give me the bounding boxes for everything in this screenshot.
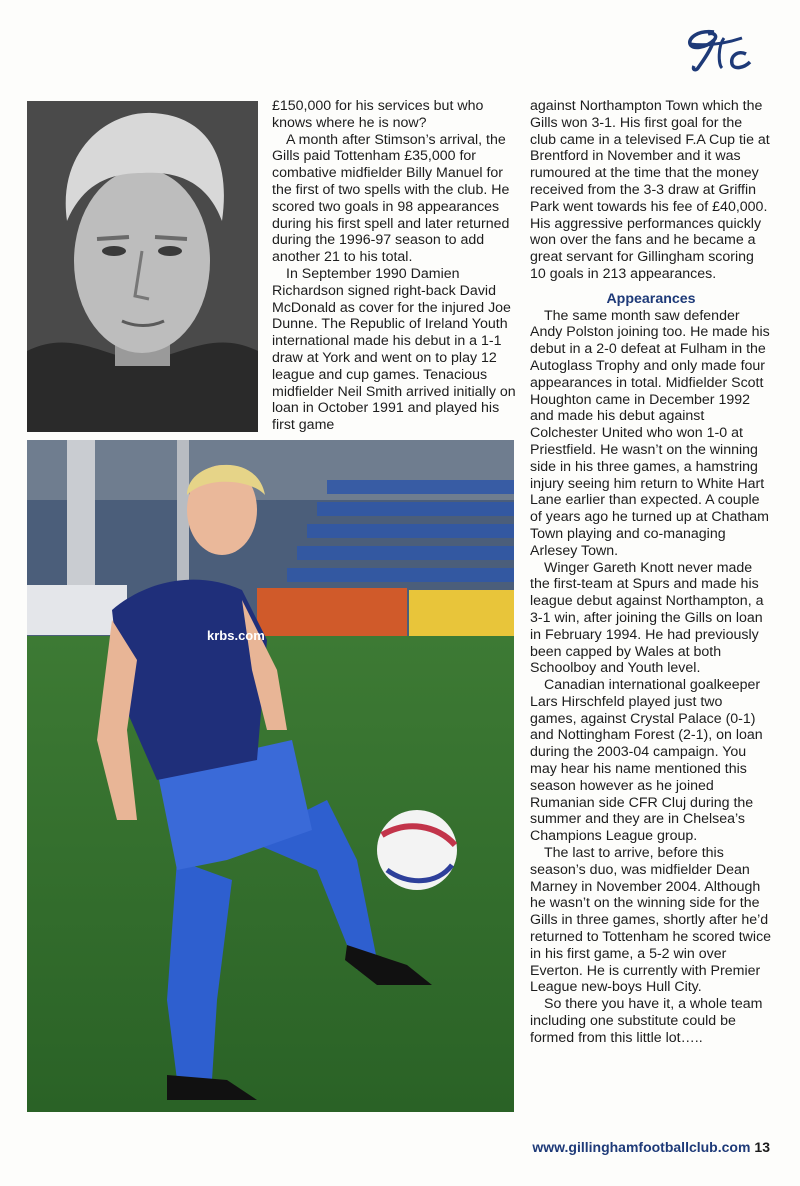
- paragraph: In September 1990 Damien Richardson signed right-back David McDonald as cover for the injured Joe Dunne. The Republic of Ireland Youth international made his debut in a 1-1 draw at York and went on to play 12 league and cup games. Tenacious midfielder Neil Smith arrived initially on loan in October 1991 and played his first game: [272, 265, 516, 434]
- paragraph: £150,000 for his services but who knows where he is now?: [272, 98, 484, 131]
- paragraph: Winger Gareth Knott never made the first-team at Spurs and made his league debut against Northampton, a 3-1 win, after joining the Gills on loan in February 1994. He had previously been capped by Wales at both Schoolboy and Youth level.: [530, 559, 764, 677]
- paragraph: against Northampton Town which the Gills won 3-1. His first goal for the club came in a televised F.A Cup tie at Brentford in November and it was rumoured at the time that the money received from the 3-3 draw at Griffin Park went towards his fee of £40,000. His aggressive performances quickly won over the fans and he became a great servant for Gillingham scoring 10 goals in 213 appearances.: [530, 98, 770, 282]
- page-footer: [532, 1139, 770, 1155]
- paragraph: So there you have it, a whole team including one substitute could be formed from this little lot…..: [530, 996, 763, 1046]
- player-photo: [27, 440, 514, 1112]
- portrait-photo: [27, 101, 258, 432]
- paragraph: A month after Stimson’s arrival, the Gills paid Tottenham £35,000 for combative midfielder Billy Manuel for the first of two spells with the club. He scored two goals in 98 appearances during his first spell and later returned during the 1996-97 season to add another 21 to his total.: [272, 131, 510, 266]
- gfc-logo: [684, 24, 760, 72]
- paragraph: Canadian international goalkeeper Lars Hirschfeld played just two games, against Crystal Palace (0-1) and Nottingham Forest (2-1), on loan during the 2003-04 campaign. You may hear his name mentioned this season however as he joined Rumanian side CFR Cluj during the summer and they are in Chelsea’s Champions League group.: [530, 677, 763, 845]
- paragraph: The same month saw defender Andy Polston joining too. He made his debut in a 2-0 defeat at Fulham in the Autoglass Trophy and only made four appearances in total. Midfielder Scott Houghton came in December 1992 and made his debut against Colchester United who won 1-0 at Priestfield. He wasn’t on the winning side in his three games, a hamstring injury seeing him return to White Hart Lane earlier than expected. A couple of years ago he turned up at Chatham Town playing and co-managing Arlesey Town.: [530, 307, 770, 559]
- subheading: Appearances: [606, 290, 696, 307]
- paragraph: The last to arrive, before this season’s duo, was midfielder Dean Marney in November 2004. Although he wasn’t on the winning side for the Gills in three games, shortly after he’d returned to Tottenham he scored twice in his first game, a 5-2 win over Everton. He is currently with Premier League new-boys Hull City.: [530, 845, 772, 996]
- column-2: [530, 98, 772, 1047]
- page-number: 13: [754, 1139, 770, 1155]
- column-1: [272, 98, 518, 434]
- footer-url[interactable]: www.gillinghamfootballclub.com: [532, 1139, 751, 1155]
- shirt-sponsor: krbs.com: [207, 628, 265, 643]
